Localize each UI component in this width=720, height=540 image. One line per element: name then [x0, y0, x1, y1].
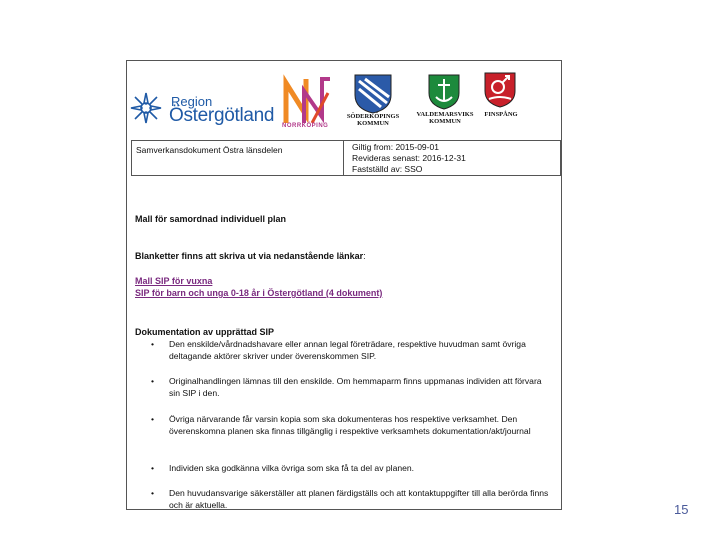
finspang-caption: FINSPÅNG: [484, 111, 518, 118]
approved-by: Fastställd av: SSO: [352, 164, 423, 174]
page-number: 15: [674, 502, 689, 517]
logo-banner: [127, 61, 561, 136]
revise-by: Revideras senast: 2016-12-31: [352, 153, 466, 163]
ostergotland-word: Östergötland: [169, 105, 275, 126]
list-item-text: Individen ska godkänna vilka övriga som ska få ta del av planen.: [169, 463, 415, 473]
bullet-icon: •: [151, 339, 155, 349]
valdemarsvik-caption: VALDEMARSVIKS KOMMUN: [416, 111, 474, 125]
plan-title: Mall för samordnad individuell plan: [135, 214, 287, 224]
document-info-table: [131, 140, 561, 176]
soderkoping-shield-icon: [353, 73, 393, 115]
document-validity: [346, 141, 560, 175]
bullet-icon: •: [151, 414, 155, 424]
list-item-text: Den enskilde/vårdnadshavare eller annan legal företrädare, respektive huvudman samt övriga deltagande aktörer skriver under överenskommen SIP.: [169, 339, 526, 361]
bullet-icon: •: [151, 376, 155, 386]
forms-heading-colon: :: [363, 251, 366, 261]
list-item-text: Övriga närvarande får varsin kopia som ska dokumenteras hos respektive verksamhet. Den överenskomna planen ska finnas tillgänglig i respektive verksamhets dokumentation/akt/journal: [169, 414, 531, 436]
region-star-icon: [129, 91, 163, 125]
valdemarsvik-shield-icon: [427, 73, 461, 111]
list-item-text: Den huvudansvarige säkerställer att planen färdigställs och att kontaktuppgifter till alla berörda finns och är aktuella.: [169, 488, 549, 510]
documentation-heading: Dokumentation av upprättad SIP: [135, 327, 275, 337]
document-scope: Samverkansdokument Östra länsdelen: [132, 141, 344, 175]
forms-heading: [135, 251, 366, 261]
forms-heading-bold: Blanketter finns att skriva ut via nedanstående länkar: [135, 251, 364, 261]
region-word: Region: [171, 94, 213, 109]
link-sip-children[interactable]: SIP för barn och unga 0-18 år i Östergötland (4 dokument): [135, 288, 383, 298]
soderkoping-caption: SÖDERKÖPINGS KOMMUN: [346, 113, 400, 127]
bullet-icon: •: [151, 488, 155, 498]
valid-from: Giltig from: 2015-09-01: [352, 142, 439, 152]
finspang-shield-icon: [483, 71, 517, 109]
norrkoping-caption: NORRKÖPING: [282, 123, 329, 129]
bullet-icon: •: [151, 463, 155, 473]
link-sip-adults[interactable]: Mall SIP för vuxna: [135, 276, 213, 286]
document-image: [126, 60, 562, 510]
list-item-text: Originalhandlingen lämnas till den enskilde. Om hemmaparm finns uppmanas individen att förvara sin SIP i den.: [169, 376, 542, 398]
